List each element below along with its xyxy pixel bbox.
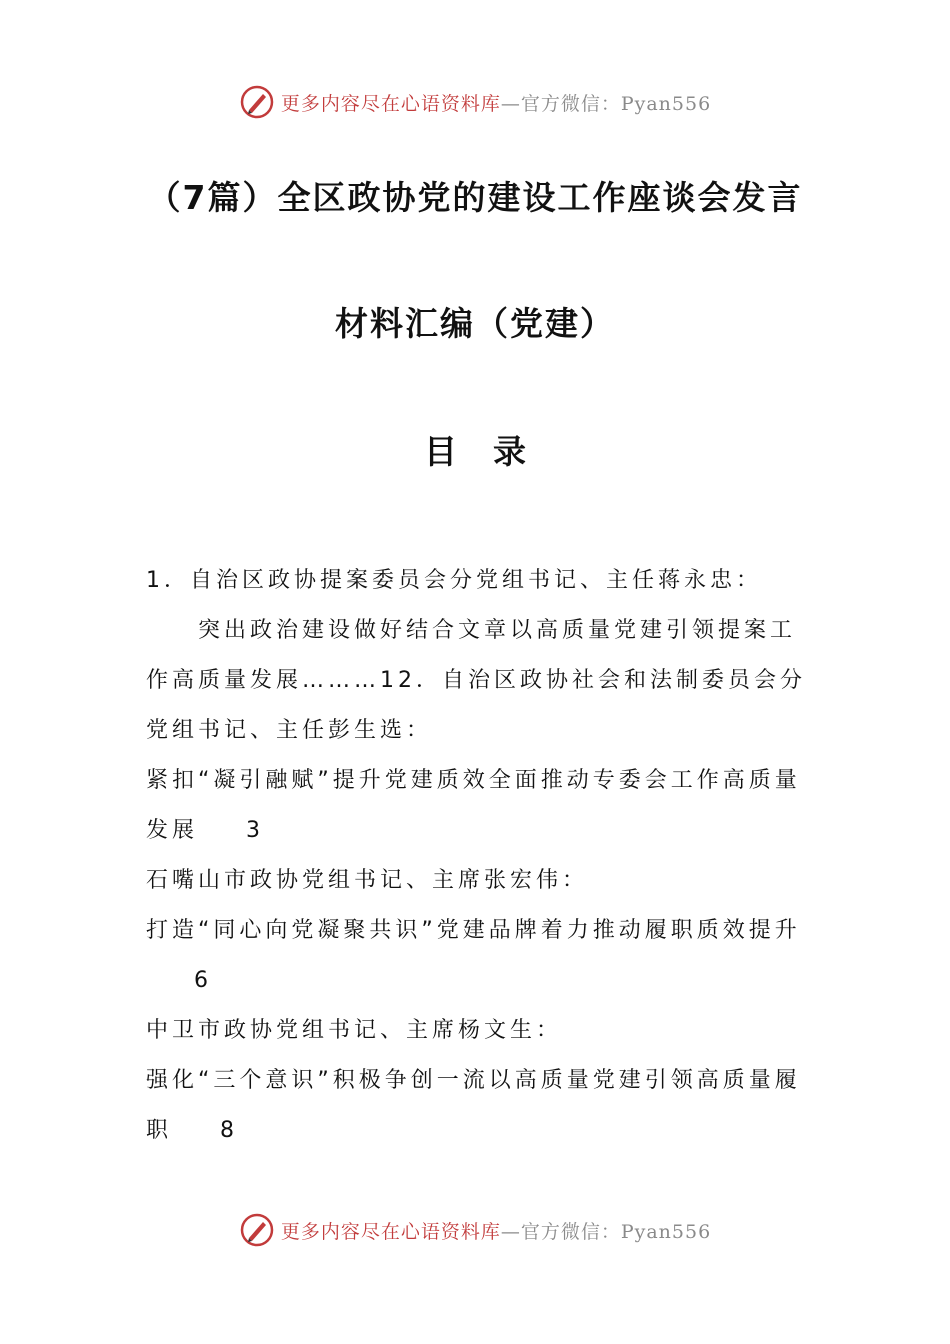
toc-page-number: 8 [220,1118,235,1143]
footer-banner [0,1210,950,1250]
header-banner [0,82,950,122]
toc-entry-3-author: 石嘴山市政协党组书记、主席张宏伟： [146,868,589,893]
toc-page-number: 3 [246,818,261,843]
footer-banner-text [281,1217,711,1244]
document-title-line2: 材料汇编（党建） [335,304,615,343]
toc-page-number: 6 [194,968,208,993]
toc-entry-2-title: 紧扣“凝引融赋”提升党建质效全面推动专委会工作高质量发展 3 [146,756,810,856]
toc-body [146,556,810,1156]
toc-entry-3-title: 打造“同心向党凝聚共识”党建品牌着力推动履职质效提升6 [146,906,810,1006]
document-title-line1: （7篇）全区政协党的建设工作座谈会发言 [147,178,803,217]
toc-entry-1-author: 1．自治区政协提案委员会分党组书记、主任蒋永忠： [146,568,762,593]
toc-heading: 目录 [424,432,562,471]
header-banner-text [281,89,711,116]
toc-entry-4-author: 中卫市政协党组书记、主席杨文生： [146,1018,563,1043]
footer-banner-red: 更多内容尽在心语资料库 [280,1220,501,1243]
header-banner-grey: —官方微信：Pyan556 [500,92,712,115]
footer-banner-grey: —官方微信：Pyan556 [500,1220,712,1243]
toc-entry-4-title: 强化“三个意识”积极争创一流以高质量党建引领高质量履职 8 [146,1056,810,1156]
pen-circle-logo-icon [239,1212,275,1248]
header-banner-red: 更多内容尽在心语资料库 [280,92,501,115]
toc-entry-1-title: 突出政治建设做好结合文章以高质量党建引领提案工作高质量发展………12．自治区政协社会和法制委员会分党组书记、主任彭生选： [146,618,806,743]
pen-circle-logo-icon [239,84,275,120]
